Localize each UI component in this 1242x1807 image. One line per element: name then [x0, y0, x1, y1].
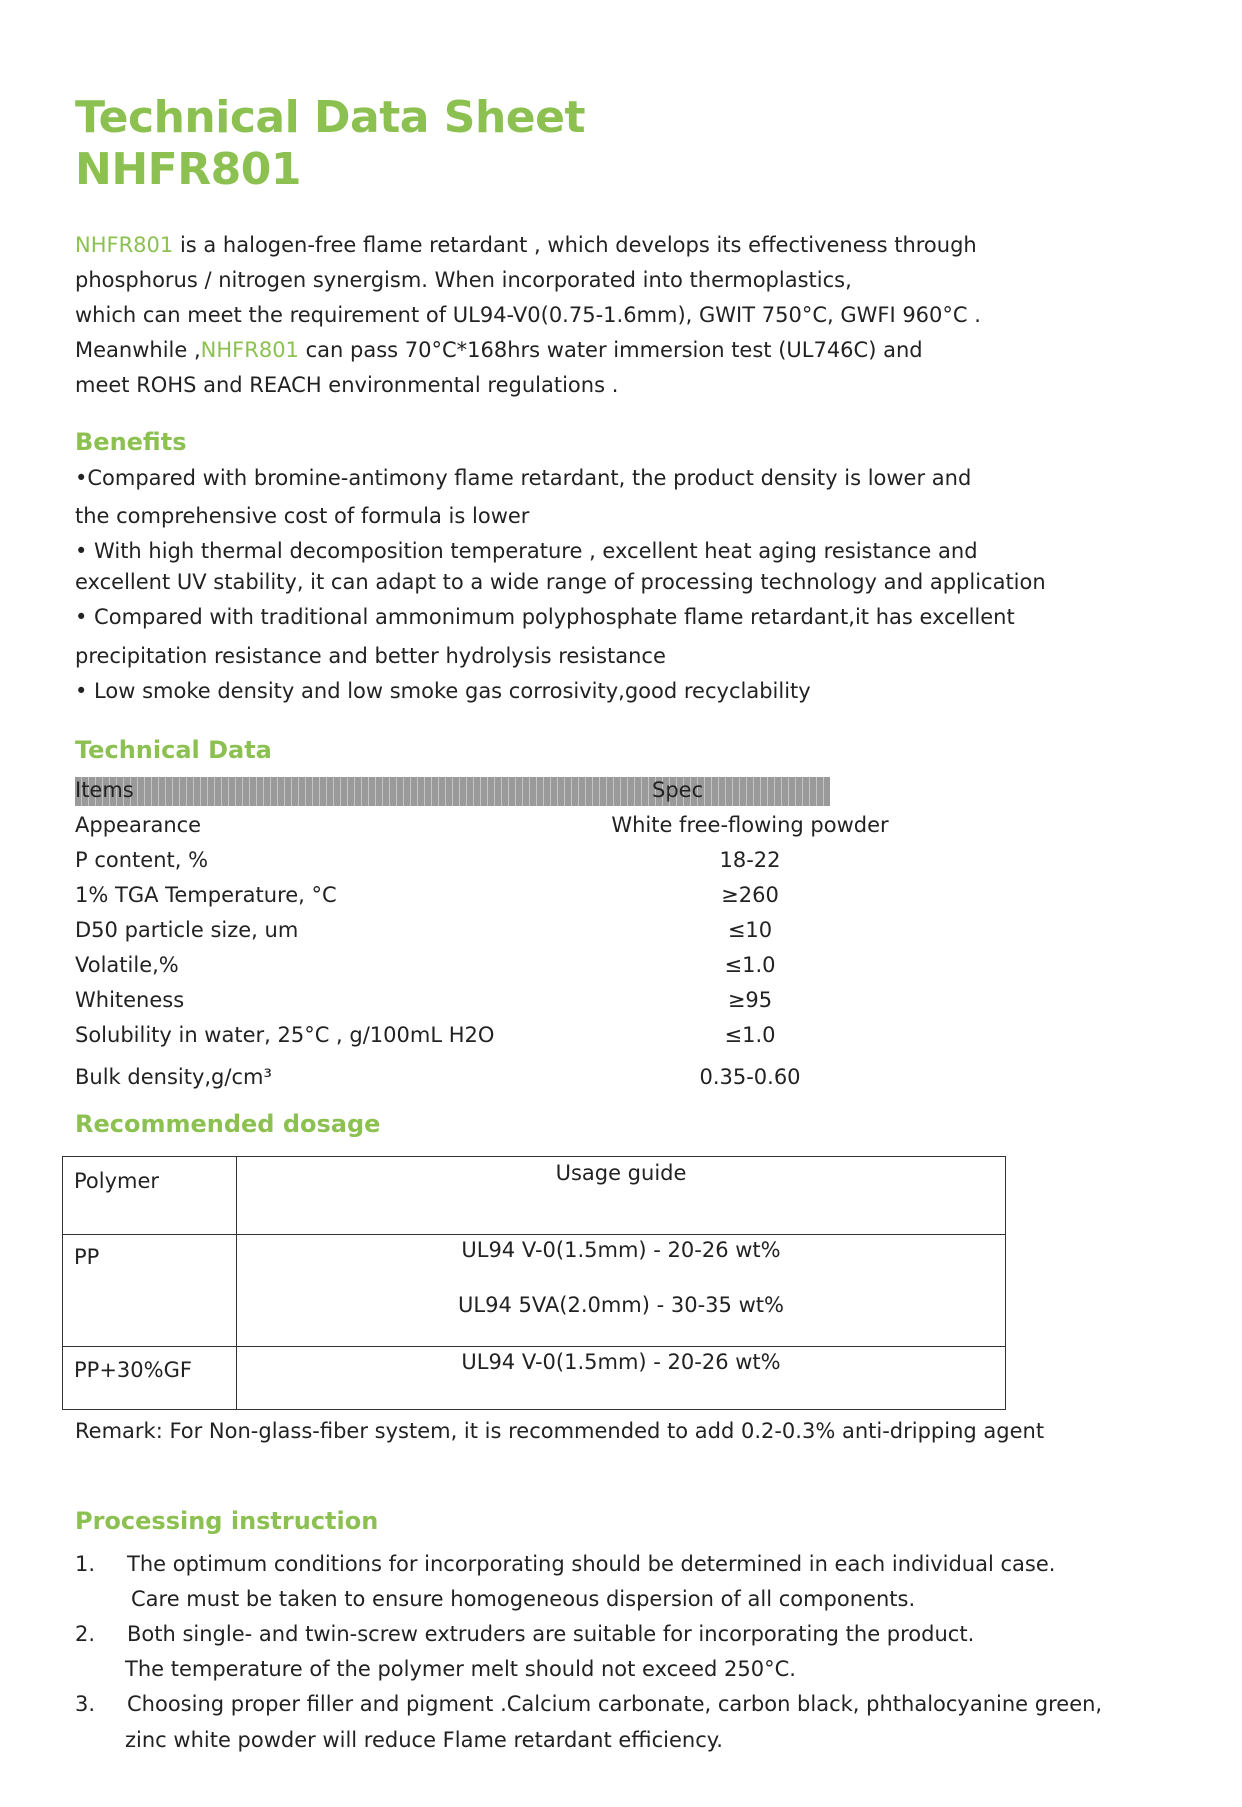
usage-text: UL94 V-0(1.5mm) - 20-26 wt% — [461, 1350, 781, 1374]
spec-cell: ≤1.0 — [724, 1023, 776, 1047]
table-row — [75, 848, 830, 878]
list-item: zinc white powder will reduce Flame retardant efficiency. — [125, 1728, 723, 1752]
benefit-line: •Compared with bromine-antimony flame retardant, the product density is lower and — [75, 466, 972, 490]
intro-line-3: which can meet the requirement of UL94-V0(0.75-1.6mm), GWIT 750°C, GWFI 960°C . — [75, 303, 981, 327]
item-cell: 1% TGA Temperature, °C — [75, 883, 337, 907]
polymer-text: PP — [74, 1245, 100, 1269]
title-product-name: NHFR801 — [75, 144, 301, 195]
product-name: NHFR801 — [200, 338, 299, 362]
list-item: Choosing proper filler and pigment .Calcium carbonate, carbon black, phthalocyanine green, — [127, 1692, 1103, 1716]
benefit-line: • Compared with traditional ammonimum polyphosphate flame retardant,it has excellent — [75, 605, 1015, 629]
list-item: Care must be taken to ensure homogeneous dispersion of all components. — [131, 1587, 916, 1611]
table-row — [75, 813, 889, 843]
list-item: The temperature of the polymer melt should not exceed 250°C. — [125, 1657, 796, 1681]
table-row — [75, 1023, 830, 1053]
column-header-polymer — [63, 1157, 237, 1235]
table-row — [63, 1347, 1006, 1410]
table-row — [63, 1235, 1006, 1347]
table-row — [75, 1065, 830, 1095]
table-row — [75, 988, 830, 1018]
benefits-heading: Benefits — [75, 428, 187, 456]
table-row — [75, 883, 830, 913]
dosage-table — [62, 1156, 1006, 1410]
intro-text: can pass 70°C*168hrs water immersion test (UL746C) and — [298, 338, 923, 362]
intro-line-5: meet ROHS and REACH environmental regulations . — [75, 373, 619, 397]
item-cell: D50 particle size, um — [75, 918, 299, 942]
list-number: 1. — [75, 1552, 96, 1576]
intro-line-4 — [75, 333, 1075, 368]
list-item: Both single- and twin-screw extruders are suitable for incorporating the product. — [127, 1622, 975, 1646]
item-cell: Whiteness — [75, 988, 185, 1012]
item-cell: Volatile,% — [75, 953, 179, 977]
header-text: Usage guide — [555, 1161, 687, 1185]
table-row — [75, 953, 830, 983]
technical-data-table — [75, 777, 889, 1089]
benefit-line: the comprehensive cost of formula is lower — [75, 504, 530, 528]
dosage-heading: Recommended dosage — [75, 1110, 381, 1138]
benefit-line: precipitation resistance and better hydrolysis resistance — [75, 644, 666, 668]
intro-paragraph — [75, 228, 1075, 403]
intro-line-1 — [75, 228, 1075, 263]
usage-text: UL94 5VA(2.0mm) - 30-35 wt% — [458, 1293, 784, 1317]
polymer-cell — [63, 1235, 237, 1347]
polymer-text: PP+30%GF — [74, 1358, 192, 1382]
column-header-usage — [237, 1157, 1006, 1235]
table-row — [75, 918, 830, 948]
item-cell: Bulk density,g/cm³ — [75, 1065, 272, 1089]
usage-text: UL94 V-0(1.5mm) - 20-26 wt% — [461, 1238, 781, 1262]
spec-cell: White free-flowing powder — [611, 813, 889, 837]
technical-data-heading: Technical Data — [75, 736, 272, 764]
processing-heading: Processing instruction — [75, 1507, 379, 1535]
dosage-remark: Remark: For Non-glass-fiber system, it is recommended to add 0.2-0.3% anti-dripping agent — [75, 1419, 1045, 1443]
technical-data-header-row — [75, 777, 830, 806]
spec-cell: 18-22 — [719, 848, 781, 872]
benefit-line: • With high thermal decomposition temperature , excellent heat aging resistance and — [75, 539, 978, 563]
usage-cell — [237, 1235, 1006, 1347]
spec-cell: ≥260 — [721, 883, 779, 907]
item-cell: Appearance — [75, 813, 202, 837]
spec-cell: ≥95 — [727, 988, 773, 1012]
item-cell: P content, % — [75, 848, 209, 872]
column-header-items: Items — [75, 778, 134, 802]
list-number: 3. — [75, 1692, 96, 1716]
table-header-row — [63, 1157, 1006, 1235]
list-item: The optimum conditions for incorporating should be determined in each individual case. — [127, 1552, 1056, 1576]
list-number: 2. — [75, 1622, 96, 1646]
intro-text: Meanwhile , — [75, 338, 201, 362]
intro-line-2: phosphorus / nitrogen synergism. When incorporated into thermoplastics, — [75, 268, 852, 292]
spec-cell: 0.35-0.60 — [699, 1065, 801, 1089]
column-header-spec: Spec — [652, 778, 704, 802]
item-cell: Solubility in water, 25°C , g/100mL H2O — [75, 1023, 495, 1047]
usage-cell — [237, 1347, 1006, 1410]
page-title — [75, 92, 585, 196]
title-line-1: Technical Data Sheet — [75, 92, 585, 143]
benefit-line: • Low smoke density and low smoke gas corrosivity,good recyclability — [75, 679, 811, 703]
benefit-line: excellent UV stability, it can adapt to a wide range of processing technology and application — [75, 570, 1046, 594]
header-text: Polymer — [74, 1169, 160, 1193]
spec-cell: ≤10 — [727, 918, 773, 942]
spec-cell: ≤1.0 — [724, 953, 776, 977]
polymer-cell — [63, 1347, 237, 1410]
intro-text: is a halogen-free flame retardant , which develops its effectiveness through — [173, 233, 977, 257]
product-name: NHFR801 — [75, 233, 174, 257]
